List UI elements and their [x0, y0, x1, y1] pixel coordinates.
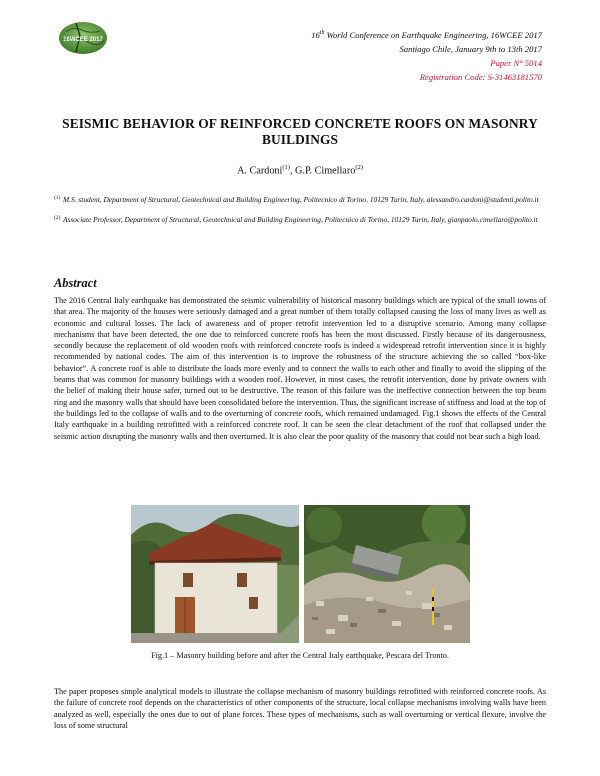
- abstract-text: The 2016 Central Italy earthquake has demonstrated the seismic vulnerability of historical masonry buildings which are typical of the small towns of that area. The majority of the houses were seriously damaged and a great number of them totally collapsed causing the loss of many lives as well as economic and cultural losses. The lack of awareness and of proper retrofit intervention led to a disruptive scenario. Among many collapse mechanisms that have been detected, the one due to reinforced concrete roofs has been the most discussed. Firstly because of its dangerousness, secondly because the replacement of old wooden roofs with reinforced concrete roofs is indeed a widespread retrofit intervention since it is highly recommended by national codes. The aim of this intervention is to improve the robustness of the structure achieving the so called “box-like behavior”. A concrete roof is able to distribute the loads more evenly and to connect the walls to each other and finally to avoid the slipping of the beams that was common for masonry buildings with a wooden roof. However, in most cases, the retrofit intervention, done by private owners with the belief of making their house safer, turned out to be destructive. The reason of this failure was the ineffective connection between the top beam ring and the masonry walls that should have been consolidated before the intervention. Thus, the significant increase of stiffness and load at the top of the buildings led to the collapse of walls and to the overturning of concrete roofs, which remained undamaged. Fig.1 shows the effects of the Central Italy earthquake in a building retrofitted with a reinforced concrete roof. It can be seen the clear detachment of the roof that collapsed under the seismic action disrupting the masonry walls and then overturned. It is also clear the poor quality of the masonry that could not bear such a high load.: [54, 296, 546, 441]
- logo-text: 16WCEE 2017: [63, 37, 103, 43]
- figure-building-before: [131, 505, 299, 643]
- paper-title: SEISMIC BEHAVIOR OF REINFORCED CONCRETE ROOFS ON MASONRY BUILDINGS: [62, 116, 538, 147]
- author-2: G.P. Cimellaro: [295, 165, 356, 177]
- registration-code: Registration Code: S-31463181570: [419, 71, 542, 82]
- affiliation-2: (2) Associate Professor, Department of Structural, Geotechnical and Building Engineering, Politecnico di Torino, 10129 Turin, Italy, gianpaolo.cimellaro@polito.it: [54, 215, 538, 224]
- body-paragraph: The paper proposes simple analytical models to illustrate the collapse mechanism of masonry buildings retrofitted with reinforced concrete roofs. As the failure of concrete roof depends on the characteristics of other components of the structure, local collapse mechanisms involving walls have been analyzed as well, especially the ones due to out of plane forces. These types of mechanisms, such as wall overturning or vertical flexure, involve the loss of some structural: [54, 687, 546, 730]
- authors: A. Cardoni$^{(1)}$, G.P. Cimellaro$^{(2)}$: [237, 164, 363, 177]
- paper-number: Paper N° 5014: [490, 57, 542, 68]
- conference-header: [242, 26, 542, 84]
- author-1: A. Cardoni: [237, 165, 283, 177]
- abstract-heading: Abstract: [54, 276, 97, 290]
- figure-caption: Fig.1 – Masonry building before and after the Central Italy earthquake, Pescara del Tronto.: [151, 651, 449, 660]
- conference-location: Santiago Chile, January 9th to 13th 2017: [399, 43, 542, 54]
- conference-logo: [52, 18, 114, 58]
- figure-building-after: [304, 505, 470, 643]
- affiliation-1: (1) M.S. student, Department of Structural, Geotechnical and Building Engineering, Politecnico di Torino, 10129 Turin, Italy, alessandro.cardoni@studenti.polito.it: [54, 195, 539, 204]
- conference-name: 16th World Conference on Earthquake Engineering, 16WCEE 2017: [311, 29, 542, 40]
